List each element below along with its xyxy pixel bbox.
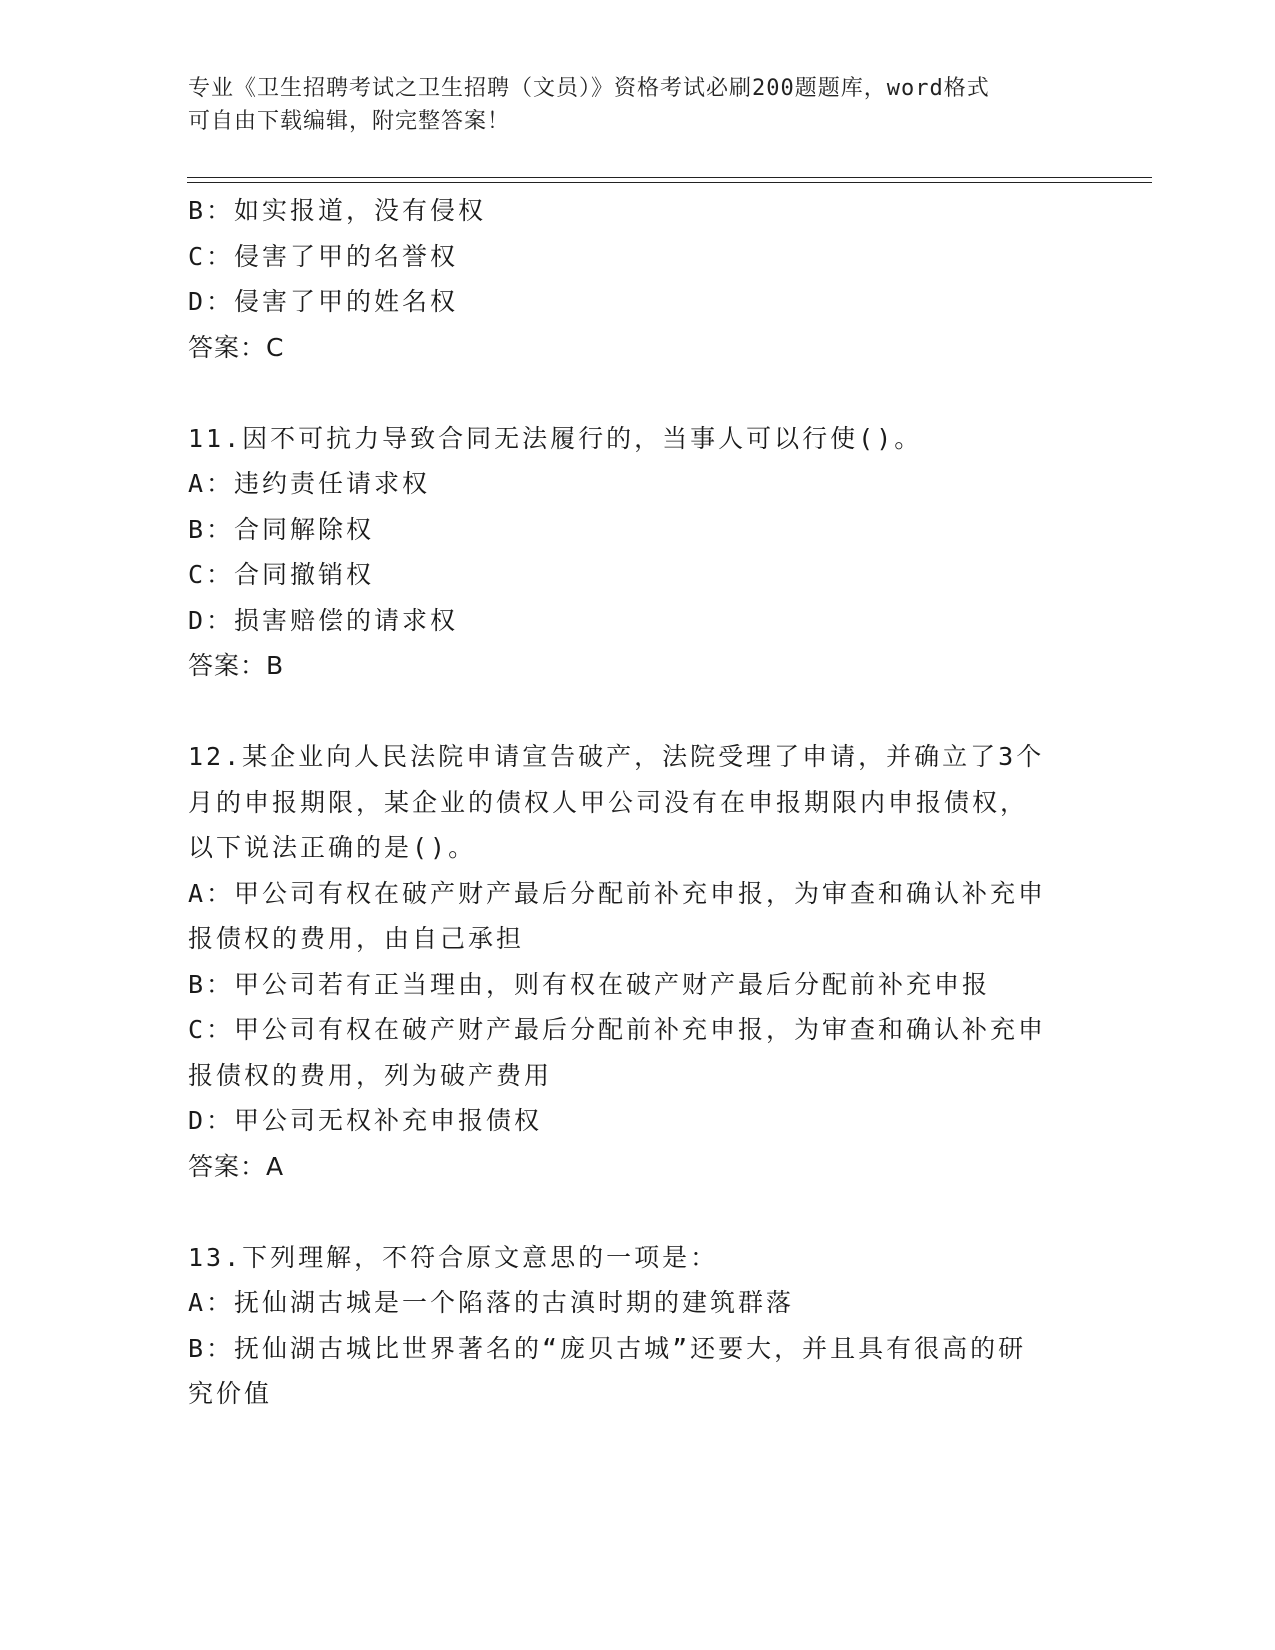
- page-header: [188, 72, 1088, 138]
- header-divider-bottom: [187, 182, 1152, 183]
- option-b: B：甲公司若有正当理由，则有权在破产财产最后分配前补充申报: [188, 969, 991, 999]
- answer: 答案：C: [188, 332, 285, 362]
- option-a-line-2: 报债权的费用，由自己承担: [188, 924, 525, 953]
- option-c: C：侵害了甲的名誉权: [188, 241, 459, 271]
- option-b: B：合同解除权: [188, 514, 375, 544]
- option-a-line-1: A：甲公司有权在破产财产最后分配前补充申报，为审查和确认补充申: [188, 878, 1047, 908]
- option-b-line-2: 究价值: [188, 1379, 273, 1408]
- question-stem: 11.因不可抗力导致合同无法履行的，当事人可以行使()。: [188, 423, 923, 453]
- question-stem-line-1: 12.某企业向人民法院申请宣告破产，法院受理了申请，并确立了3个: [188, 742, 1045, 771]
- option-c-line-1: C：甲公司有权在破产财产最后分配前补充申报，为审查和确认补充申: [188, 1015, 1047, 1044]
- question-10-tail: [188, 188, 1088, 370]
- question-spacer: [188, 1189, 1088, 1235]
- question-stem: 13.下列理解，不符合原文意思的一项是：: [188, 1242, 719, 1272]
- question-13: [188, 1235, 1088, 1417]
- question-stem-line-3: 以下说法正确的是()。: [188, 833, 477, 862]
- question-11: [188, 416, 1088, 689]
- question-spacer: [188, 689, 1088, 735]
- question-12: [188, 734, 1088, 1189]
- answer: 答案：A: [188, 1151, 285, 1181]
- option-d: D：侵害了甲的姓名权: [188, 287, 459, 316]
- option-d: D：甲公司无权补充申报债权: [188, 1106, 543, 1135]
- option-a: A：抚仙湖古城是一个陷落的古滇时期的建筑群落: [188, 1288, 795, 1317]
- question-spacer: [188, 370, 1088, 416]
- option-c: C：合同撤销权: [188, 560, 375, 589]
- option-a: A：违约责任请求权: [188, 469, 431, 498]
- option-c-line-2: 报债权的费用，列为破产费用: [188, 1060, 553, 1090]
- header-divider-top: [187, 177, 1152, 178]
- question-list: [188, 188, 1088, 1417]
- option-b: B：如实报道，没有侵权: [188, 196, 487, 225]
- answer: 答案：B: [188, 651, 285, 680]
- question-stem-line-2: 月的申报期限，某企业的债权人甲公司没有在申报期限内申报债权，: [188, 787, 1029, 817]
- header-title-line-2: 可自由下载编辑，附完整答案！: [188, 109, 511, 134]
- header-title-line-1: 专业《卫生招聘考试之卫生招聘（文员）》资格考试必刷200题题库，word格式: [188, 76, 990, 101]
- option-b-line-1: B：抚仙湖古城比世界著名的“庞贝古城”还要大，并且具有很高的研: [188, 1333, 1027, 1363]
- option-d: D：损害赔偿的请求权: [188, 605, 459, 635]
